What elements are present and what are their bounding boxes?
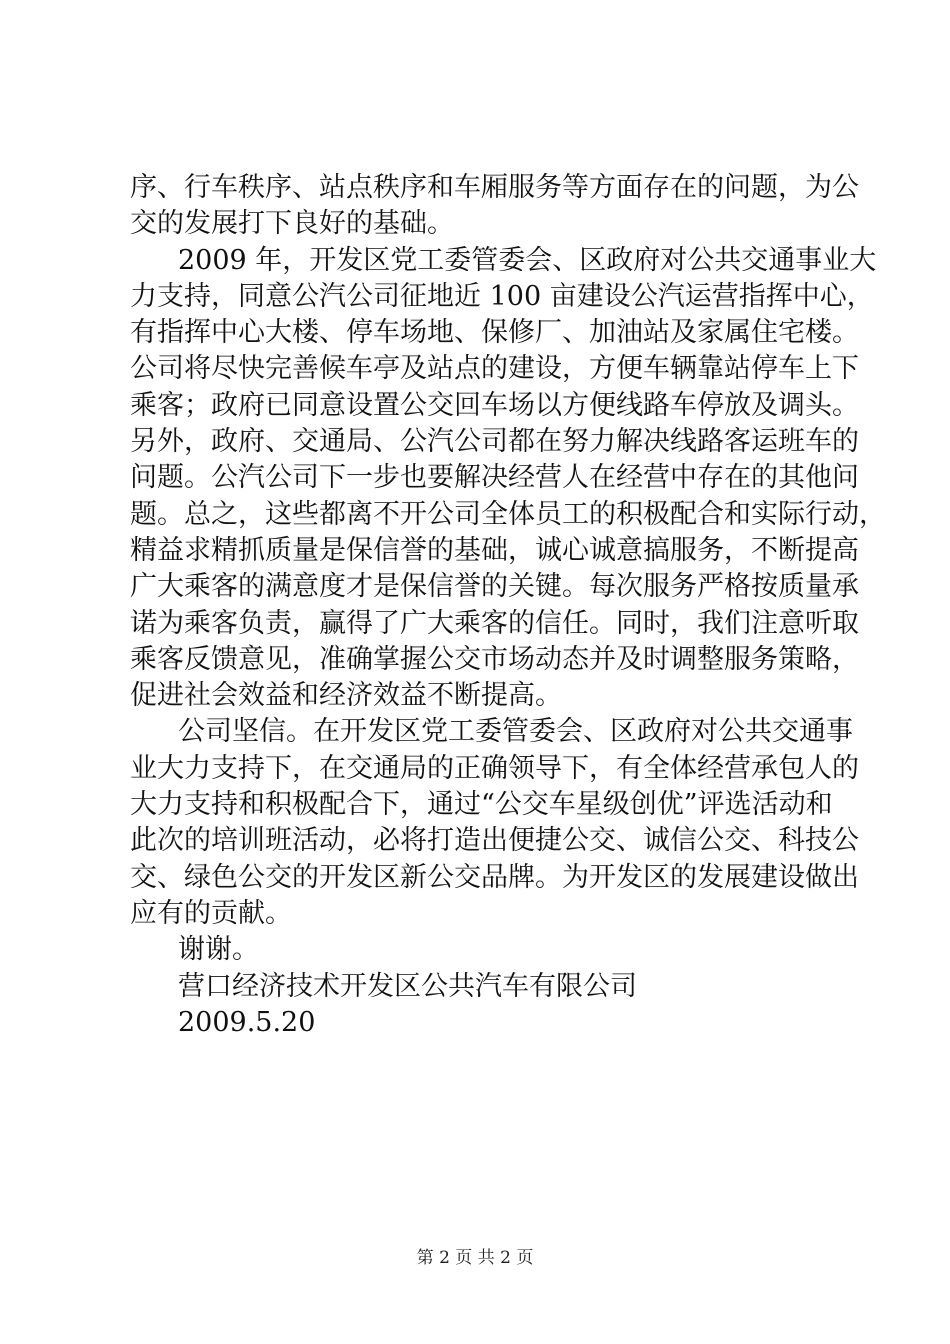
text-line: 交、绿色公交的开发区新公交品牌。为开发区的发展建设做出 (130, 861, 859, 893)
text-line: 广大乘客的满意度才是保信誉的关键。每次服务严格按质量承 (130, 571, 859, 603)
text-line: 乘客；政府已同意设置公交回车场以方便线路车停放及调头。 (130, 389, 859, 421)
page-footer: 第 2 页 共 2 页 (416, 1248, 534, 1268)
text-line: 2009.5.20 (178, 1006, 316, 1038)
text-line: 谢谢。 (178, 934, 259, 966)
text-line: 精益求精抓质量是保信誉的基础，诚心诚意搞服务，不断提高 (130, 534, 859, 566)
text-line: 力支持，同意公汽公司征地近 100 亩建设公汽运营指挥中心， (130, 280, 874, 312)
text-line: 公司坚信。在开发区党工委管委会、区政府对公共交通事 (178, 716, 853, 748)
text-line: 交的发展打下良好的基础。 (130, 208, 454, 240)
text-line: 大力支持和积极配合下，通过“公交车星级创优”评选活动和 (130, 789, 833, 821)
text-line: 促进社会效益和经济效益不断提高。 (130, 680, 562, 712)
text-line: 问题。公汽公司下一步也要解决经营人在经营中存在的其他问 (130, 462, 859, 494)
text-line: 此次的培训班活动，必将打造出便捷公交、诚信公交、科技公 (130, 825, 859, 857)
text-line: 2009 年，开发区党工委管委会、区政府对公共交通事业大 (178, 244, 877, 276)
text-line: 业大力支持下，在交通局的正确领导下，有全体经营承包人的 (130, 752, 859, 784)
text-line: 营口经济技术开发区公共汽车有限公司 (178, 970, 637, 1002)
text-line: 诺为乘客负责，赢得了广大乘客的信任。同时，我们注意听取 (130, 607, 859, 639)
text-line: 乘客反馈意见，准确掌握公交市场动态并及时调整服务策略， (130, 643, 859, 675)
text-line: 序、行车秩序、站点秩序和车厢服务等方面存在的问题，为公 (130, 172, 859, 203)
text-line: 应有的贡献。 (130, 897, 292, 929)
text-line: 公司将尽快完善候车亭及站点的建设，方便车辆靠站停车上下 (130, 353, 859, 385)
text-line: 另外，政府、交通局、公汽公司都在努力解决线路客运班车的 (130, 426, 859, 458)
document-body (130, 170, 886, 1041)
text-line: 题。总之，这些都离不开公司全体员工的积极配合和实际行动， (130, 498, 886, 530)
text-line: 有指挥中心大楼、停车场地、保修厂、加油站及家属住宅楼。 (130, 317, 859, 349)
